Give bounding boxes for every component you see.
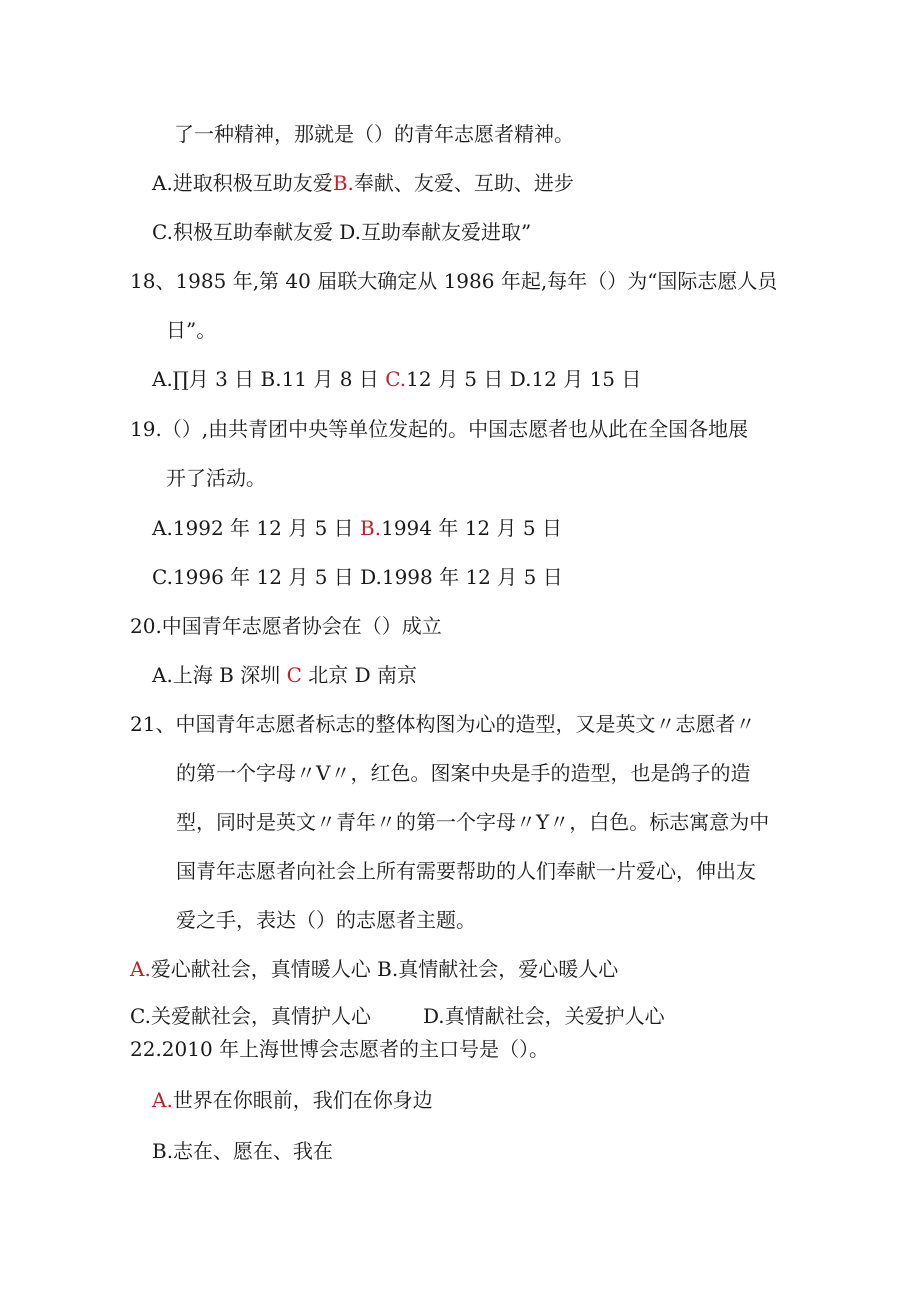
question-text: 21、中国青年志愿者标志的整体构图为心的造型，又是英文〃志愿者〃 bbox=[130, 712, 756, 736]
answer-marker: B. bbox=[332, 171, 354, 195]
option-text: A.进取积极互助友爱 bbox=[152, 171, 333, 195]
option-line bbox=[152, 171, 574, 195]
option-text: C.关爱献社会，真情护人心 bbox=[130, 1004, 371, 1028]
question-text: 18、1985 年,第 40 届联大确定从 1986 年起,每年（）为“国际志愿人员 bbox=[130, 269, 778, 293]
question-text: 国青年志愿者向社会上所有需要帮助的人们奉献一片爱心，伸出友 bbox=[176, 859, 756, 883]
option-text: A.∏月 3 日 B.11 月 8 日 bbox=[152, 367, 379, 391]
option-text: 世界在你眼前，我们在你身边 bbox=[172, 1088, 433, 1112]
option-text: 奉献、友爱、互助、进步 bbox=[353, 171, 574, 195]
options-22-b bbox=[152, 1139, 333, 1163]
question-text: 爱之手，表达（）的志愿者主题。 bbox=[176, 908, 476, 932]
option-text: 北京 D 南京 bbox=[308, 663, 417, 687]
option-text: C.积极互助奉献友爱 D.互助奉献友爱进取” bbox=[152, 220, 532, 244]
question-21-line4 bbox=[176, 859, 756, 883]
option-text: D.真情献社会，关爱护人心 bbox=[422, 1004, 665, 1028]
option-text: C.1996 年 12 月 5 日 D.1998 年 12 月 5 日 bbox=[152, 565, 563, 589]
options-19-cd bbox=[152, 565, 563, 589]
question-text: 19.（）,由共青团中央等单位发起的。中国志愿者也从此在全国各地展 bbox=[130, 417, 749, 441]
text: 了一种精神，那就是（）的青年志愿者精神。 bbox=[174, 122, 574, 146]
question-21-line3 bbox=[176, 810, 769, 834]
question-text: 日”。 bbox=[166, 318, 217, 342]
question-text-continued bbox=[174, 122, 574, 146]
options-19-ab bbox=[152, 516, 562, 540]
answer-marker: A. bbox=[152, 1088, 173, 1112]
question-text: 22.2010 年上海世博会志愿者的主口号是（）。 bbox=[130, 1037, 550, 1061]
answer-marker: C. bbox=[385, 367, 407, 391]
question-21-line5 bbox=[176, 908, 476, 932]
option-text: 1994 年 12 月 5 日 bbox=[381, 516, 562, 540]
option-line bbox=[152, 220, 531, 244]
question-19 bbox=[130, 417, 748, 441]
option-text: 爱心献社会，真情暖人心 B.真情献社会，爱心暖人心 bbox=[150, 957, 619, 981]
answer-marker: A. bbox=[130, 957, 151, 981]
answer-marker: B. bbox=[360, 516, 382, 540]
options-21-cd bbox=[130, 1004, 665, 1028]
options-21-ab bbox=[130, 957, 618, 981]
question-20 bbox=[130, 614, 442, 638]
question-21-line2 bbox=[176, 761, 750, 785]
question-18 bbox=[130, 269, 777, 293]
question-text: 20.中国青年志愿者协会在（）成立 bbox=[130, 614, 442, 638]
options-22-a bbox=[152, 1088, 433, 1112]
question-text: 型，同时是英文〃青年〃的第一个字母〃Y〃，白色。标志寓意为中 bbox=[176, 810, 770, 834]
option-text: 12 月 5 日 D.12 月 15 日 bbox=[406, 367, 642, 391]
options-18 bbox=[152, 367, 641, 391]
question-text: 开了活动。 bbox=[166, 466, 266, 490]
question-text: 的第一个字母〃V〃，红色。图案中央是手的造型，也是鸽子的造 bbox=[176, 761, 751, 785]
question-19-continued bbox=[166, 466, 266, 490]
question-21 bbox=[130, 712, 755, 736]
option-text: A.1992 年 12 月 5 日 bbox=[152, 516, 354, 540]
question-22 bbox=[130, 1037, 549, 1061]
option-text: A.上海 B 深圳 bbox=[152, 663, 281, 687]
option-text: B.志在、愿在、我在 bbox=[152, 1139, 334, 1163]
options-20 bbox=[152, 663, 417, 687]
question-18-continued bbox=[166, 318, 216, 342]
answer-marker: C bbox=[286, 663, 302, 687]
